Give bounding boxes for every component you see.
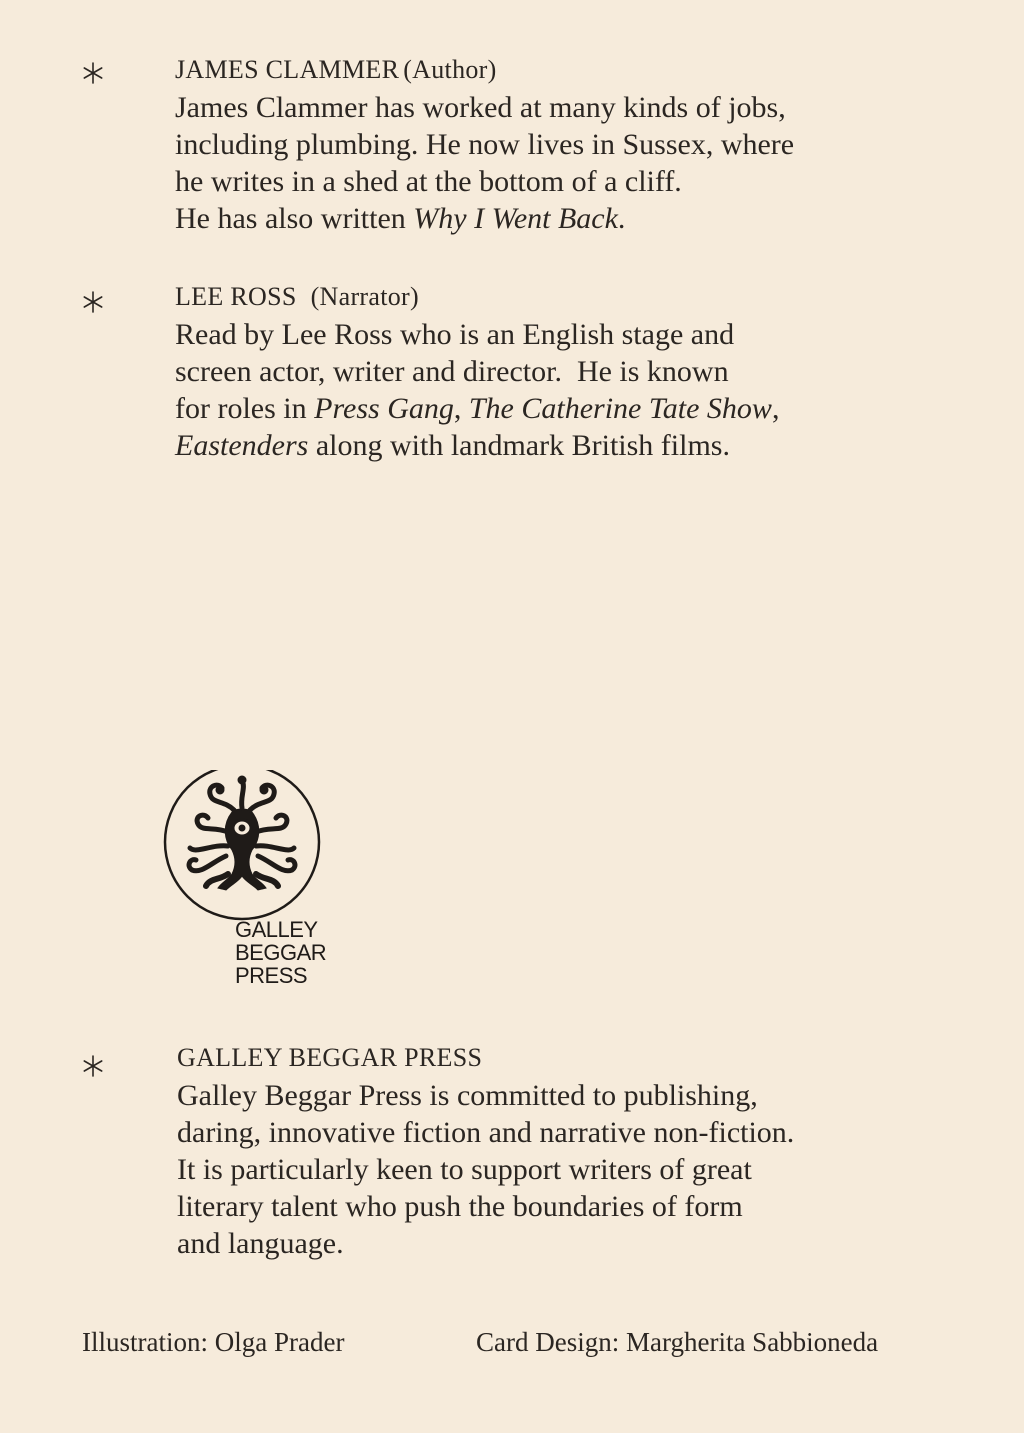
author-bio-line: including plumbing. He now lives in Sussex, where [175, 128, 795, 161]
card-design-credit: Card Design: Margherita Sabbioneda [476, 1327, 879, 1357]
logo-text-line: GALLEY [235, 917, 318, 942]
author-bio [175, 89, 895, 237]
author-name: JAMES CLAMMER [175, 55, 400, 84]
author-bio-line [175, 200, 895, 237]
narrator-role: (Narrator) [310, 282, 419, 311]
author-bio-line: James Clammer has worked at many kinds of jobs, [175, 91, 786, 124]
narrator-bio-line: screen actor, writer and director. He is known [175, 355, 729, 388]
show-title-press-gang: Press Gang [314, 392, 454, 425]
show-title-catherine-tate: The Catherine Tate Show [468, 392, 772, 425]
logo-text-line: PRESS [235, 963, 308, 988]
logo-text-line: BEGGAR [235, 940, 327, 965]
publisher-bio-line: literary talent who push the boundaries of form [177, 1190, 743, 1223]
author-bio-prefix: He has also written [175, 202, 414, 235]
author-role: (Author) [403, 55, 497, 84]
author-section [175, 55, 895, 237]
author-heading [175, 55, 895, 85]
narrator-roles-prefix: for roles in [175, 392, 315, 425]
illustration-credit: Illustration: Olga Prader [82, 1327, 345, 1357]
narrator-line4-suffix: along with landmark British films. [308, 429, 730, 462]
show-title-eastenders: Eastenders [175, 429, 309, 462]
narrator-bio [175, 316, 895, 464]
publisher-section [177, 1043, 897, 1262]
publisher-bio-line: daring, innovative fiction and narrative non-fiction. [177, 1116, 795, 1149]
publisher-bio-line: and language. [177, 1227, 344, 1260]
asterisk-bullet-icon [80, 289, 106, 315]
narrator-bio-line [175, 427, 895, 464]
author-bio-line: he writes in a shed at the bottom of a cliff. [175, 165, 682, 198]
asterisk-bullet-icon [80, 60, 106, 86]
narrator-line3-suffix: , [771, 392, 780, 425]
publisher-heading: GALLEY BEGGAR PRESS [177, 1043, 483, 1072]
narrator-bio-line: Read by Lee Ross who is an English stage and [175, 318, 735, 351]
narrator-heading [175, 282, 895, 312]
show-separator: , [453, 392, 469, 425]
asterisk-bullet-icon [80, 1053, 106, 1079]
narrator-section [175, 282, 895, 464]
book-title: Why I Went Back [413, 202, 618, 235]
narrator-name: LEE ROSS [175, 282, 297, 311]
publisher-bio [177, 1077, 897, 1262]
publisher-bio-line: Galley Beggar Press is committed to publishing, [177, 1079, 758, 1112]
narrator-bio-line [175, 390, 895, 427]
author-bio-suffix: . [617, 202, 626, 235]
publisher-bio-line: It is particularly keen to support writers of great [177, 1153, 752, 1186]
logo-wordmark [235, 918, 326, 987]
